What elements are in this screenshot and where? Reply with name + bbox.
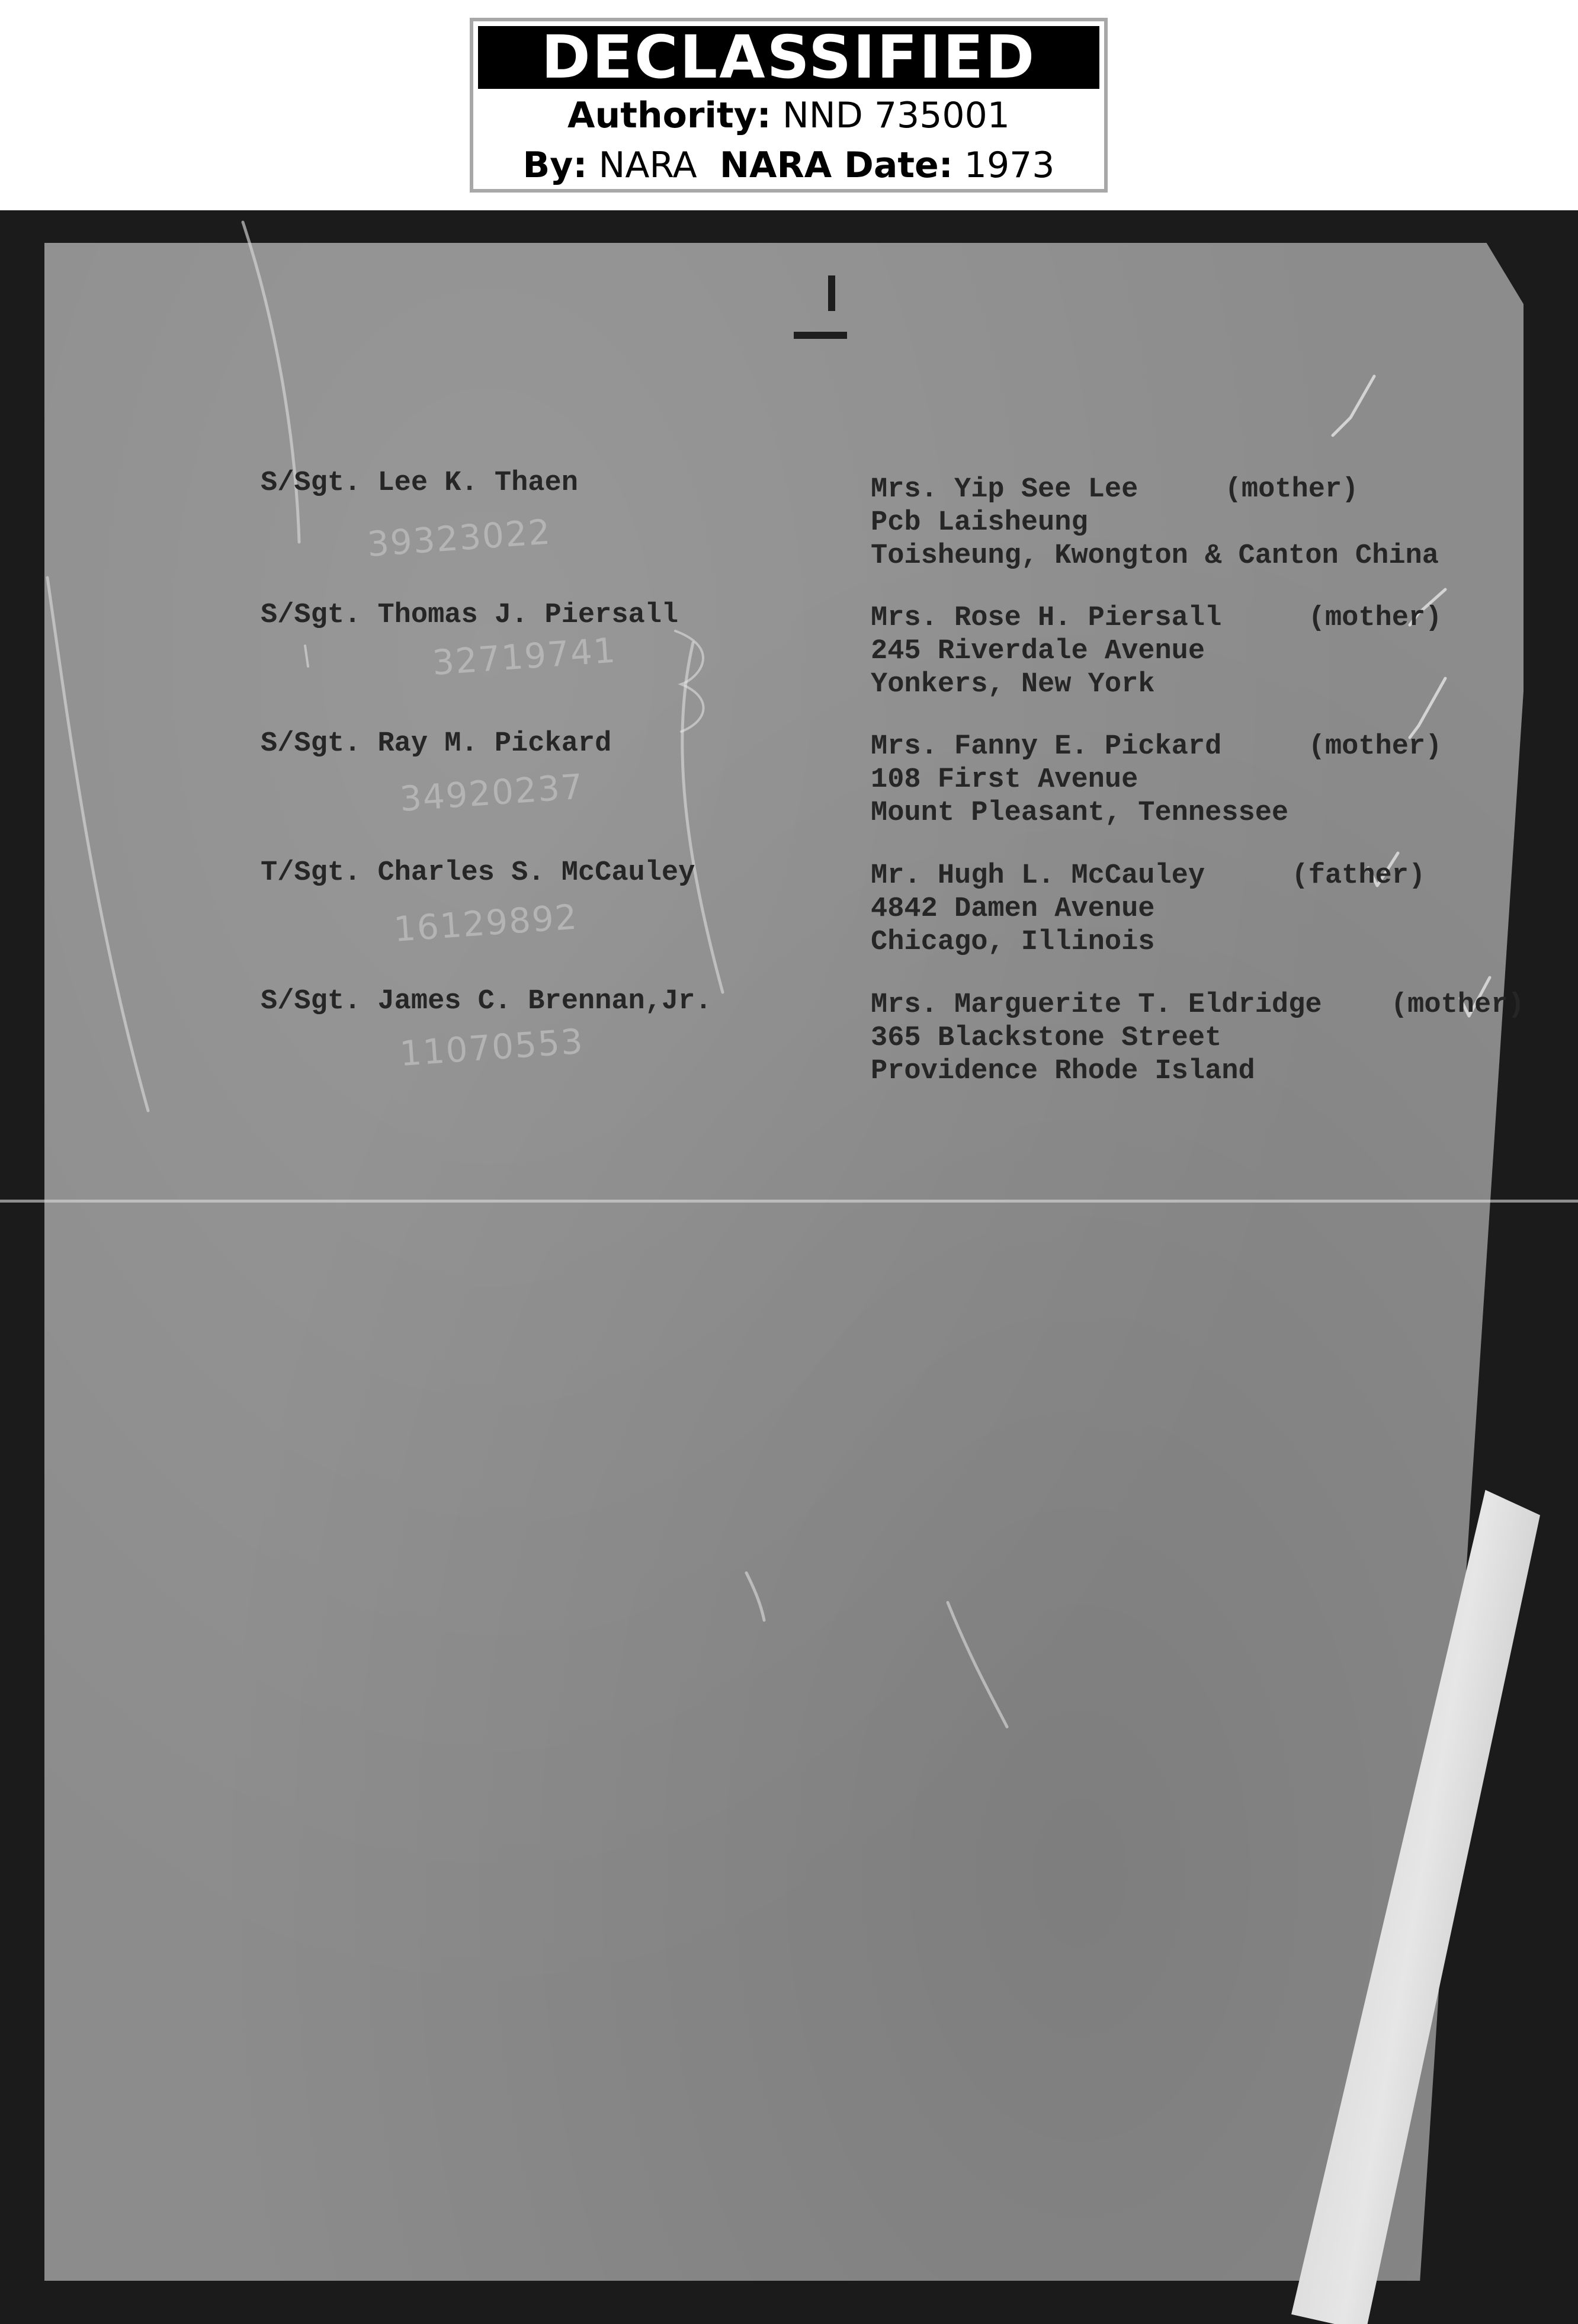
serviceman-entry [261, 730, 746, 758]
address-line-2: Chicago, Illinois [871, 927, 1155, 958]
stamp-by-line [473, 140, 1104, 191]
stamp-by-value: NARA [598, 145, 697, 186]
address-line-2: Yonkers, New York [871, 669, 1155, 700]
serviceman-entry [261, 988, 746, 1015]
serviceman-entry [261, 859, 746, 887]
serviceman-name: Lee K. Thaen [377, 467, 578, 499]
rank: S/Sgt. [261, 467, 361, 499]
ink-mark [828, 275, 835, 311]
address-line-2: Mount Pleasant, Tennessee [871, 797, 1289, 829]
recipient-name: Mrs. Fanny E. Pickard [871, 731, 1222, 762]
relation: (mother) [1390, 989, 1525, 1021]
scratch-line [682, 643, 723, 992]
recipient-name: Mrs. Marguerite T. Eldridge [871, 989, 1322, 1021]
next-of-kin-entry [871, 989, 1525, 1091]
stamp-by-label: By: [522, 145, 588, 186]
serviceman-name: Ray M. Pickard [377, 728, 612, 759]
serviceman-name: Thomas J. Piersall [377, 600, 679, 631]
relation: (mother) [1224, 474, 1359, 505]
relation: (father) [1291, 860, 1426, 892]
stamp-authority-label: Authority: [567, 95, 771, 136]
scanned-document [0, 210, 1578, 2324]
ink-mark [794, 332, 847, 339]
stamp-authority-line [473, 94, 1104, 137]
serial-number: 34920237 [398, 766, 585, 819]
serviceman-name: Charles S. McCauley [377, 857, 695, 889]
stamp-date-value: 1973 [964, 145, 1055, 186]
rank: S/Sgt. [261, 986, 361, 1017]
next-of-kin-entry [871, 604, 1493, 704]
address-line-2: Toisheung, Kwongton & Canton China [871, 540, 1439, 572]
next-of-kin-entry [871, 733, 1493, 832]
handwritten-mark [305, 646, 308, 666]
serial-number: 11070553 [398, 1021, 585, 1074]
stamp-date-label: NARA Date: [719, 145, 953, 186]
declassified-stamp [470, 18, 1108, 193]
relation: (mother) [1308, 731, 1442, 762]
rank: S/Sgt. [261, 600, 361, 631]
handwritten-brace [675, 631, 704, 732]
rank: T/Sgt. [261, 857, 361, 889]
address-line-1: Pcb Laisheung [871, 507, 1088, 538]
stamp-title: DECLASSIFIED [478, 26, 1099, 89]
recipient-name: Mr. Hugh L. McCauley [871, 860, 1205, 892]
address-line-2: Providence Rhode Island [871, 1056, 1255, 1087]
address-line-1: 365 Blackstone Street [871, 1022, 1222, 1054]
next-of-kin-entry [871, 476, 1493, 575]
scratch-line [746, 1573, 764, 1620]
recipient-name: Mrs. Rose H. Piersall [871, 602, 1222, 634]
next-of-kin-entry [871, 862, 1493, 961]
serial-number: 16129892 [392, 896, 579, 950]
scratch-line [948, 1602, 1007, 1727]
address-line-1: 245 Riverdale Avenue [871, 636, 1205, 667]
rank: S/Sgt. [261, 728, 361, 759]
serviceman-entry [261, 601, 746, 629]
relation: (mother) [1308, 602, 1442, 634]
scratch-line [47, 578, 148, 1111]
stamp-authority-value: NND 735001 [782, 95, 1010, 136]
address-line-1: 108 First Avenue [871, 764, 1138, 796]
serial-number: 39323022 [365, 511, 553, 565]
check-mark [1333, 376, 1374, 435]
serviceman-name: James C. Brennan,Jr. [377, 986, 712, 1017]
recipient-name: Mrs. Yip See Lee [871, 474, 1138, 505]
serviceman-entry [261, 469, 746, 497]
address-line-1: 4842 Damen Avenue [871, 893, 1155, 925]
serial-number: 32719741 [431, 630, 618, 683]
